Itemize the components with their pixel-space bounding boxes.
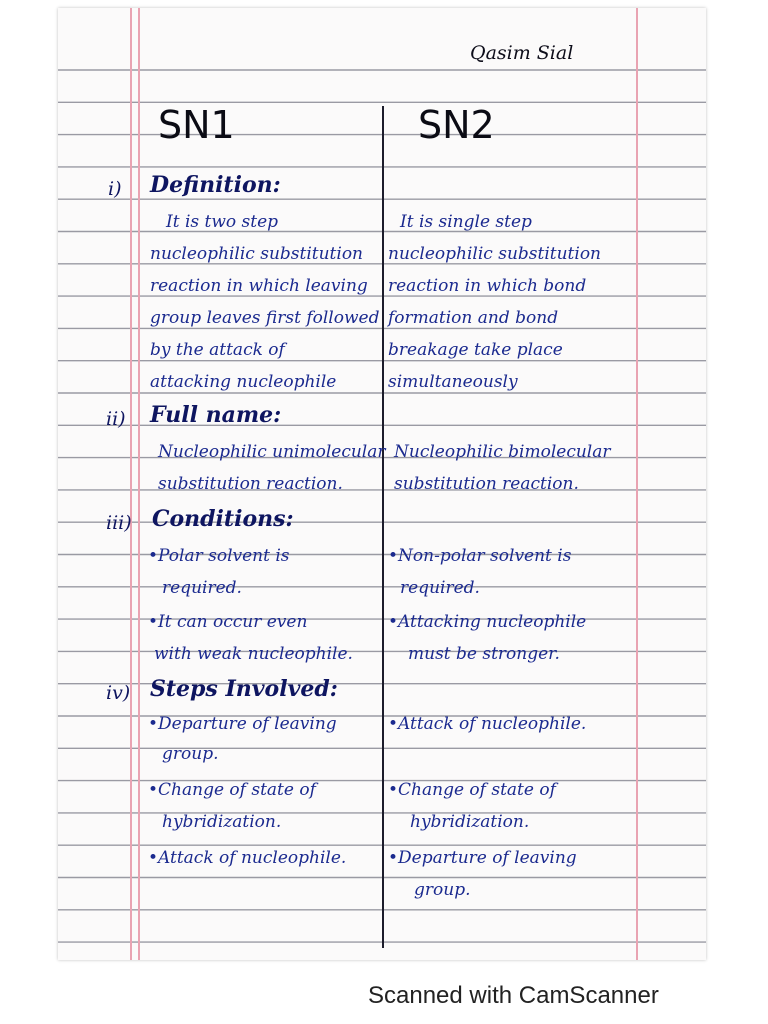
section-number: iii) [106,512,132,534]
right-text-line: Nucleophilic bimolecular [394,442,611,462]
left-text-line: group leaves first followed [150,308,380,328]
right-text-line: nucleophilic substitution [388,244,601,264]
section-title: Full name: [150,402,282,428]
notebook-page [58,8,706,960]
left-margin-line-2 [138,8,140,960]
left-text-line: attacking nucleophile [150,372,337,392]
left-text-line: Nucleophilic unimolecular [158,442,386,462]
right-text-line: must be stronger. [408,644,560,664]
column-divider [382,106,384,948]
right-text-line: group. [414,880,471,900]
right-text-line: simultaneously [388,372,518,392]
left-text-line: •Attack of nucleophile. [148,848,347,868]
right-margin-line [636,8,638,960]
section-number: ii) [106,408,126,430]
column-heading-right: SN2 [418,103,495,147]
section-title: Conditions: [152,506,294,532]
right-text-line: •Attacking nucleophile [388,612,587,632]
right-text-line: formation and bond [388,308,559,328]
section-title: Definition: [150,172,281,198]
author-signature: Qasim Sial [470,42,574,64]
right-text-line: •Attack of nucleophile. [388,714,587,734]
right-text-line: •Non-polar solvent is [388,546,572,566]
left-text-line: group. [162,744,219,764]
right-text-line: reaction in which bond [388,276,587,296]
left-text-line: •Polar solvent is [148,546,290,566]
section-number: iv) [106,682,131,704]
left-text-line: substitution reaction. [158,474,343,494]
right-text-line: It is single step [400,212,532,232]
left-margin-line [130,8,132,960]
right-text-line: required. [400,578,480,598]
right-text-line: breakage take place [388,340,563,360]
left-text-line: •Change of state of [148,780,316,800]
right-text-line: substitution reaction. [394,474,579,494]
section-title: Steps Involved: [150,676,338,702]
left-text-line: by the attack of [150,340,285,360]
left-text-line: It is two step [166,212,279,232]
section-number: i) [108,178,122,200]
left-text-line: hybridization. [162,812,282,832]
right-text-line: •Change of state of [388,780,556,800]
left-text-line: •It can occur even [148,612,308,632]
right-text-line: •Departure of leaving [388,848,577,868]
scanner-watermark: Scanned with CamScanner [368,982,659,1009]
left-text-line: with weak nucleophile. [154,644,353,664]
left-text-line: required. [162,578,242,598]
left-text-line: nucleophilic substitution [150,244,363,264]
column-heading-left: SN1 [158,103,235,147]
right-text-line: hybridization. [410,812,530,832]
left-text-line: reaction in which leaving [150,276,368,296]
left-text-line: •Departure of leaving [148,714,337,734]
